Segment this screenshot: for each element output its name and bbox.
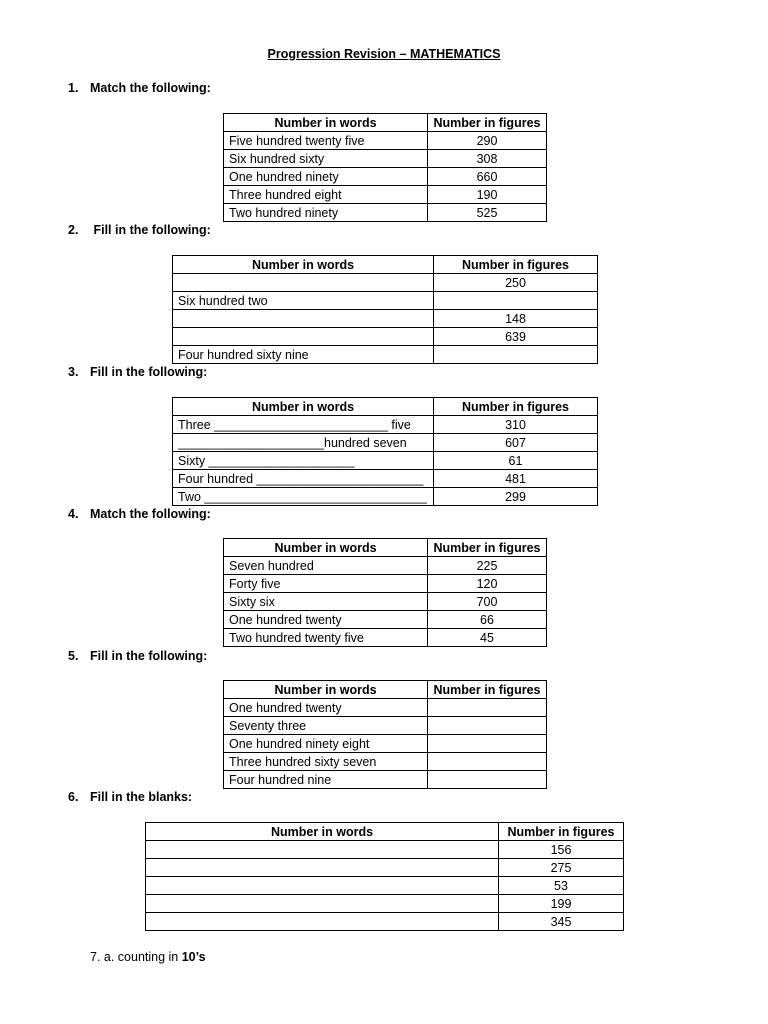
words-cell: Sixty _____________________ <box>173 452 434 470</box>
column-header: Number in words <box>224 539 428 557</box>
figures-cell: 660 <box>428 168 547 186</box>
figures-cell: 481 <box>434 470 598 488</box>
words-cell: Three hundred sixty seven <box>224 753 428 771</box>
words-cell <box>146 841 499 859</box>
page-title: Progression Revision – MATHEMATICS <box>267 47 501 61</box>
table-header-row <box>146 823 624 841</box>
words-cell: Four hundred ________________________ <box>173 470 434 488</box>
figures-cell <box>434 346 598 364</box>
table-row <box>224 575 547 593</box>
table-header-row <box>224 114 547 132</box>
section-6-table <box>145 822 624 931</box>
table-header-row <box>173 398 598 416</box>
table-row <box>173 452 598 470</box>
words-cell: Seventy three <box>224 717 428 735</box>
words-cell <box>173 328 434 346</box>
section-title: Fill in the following: <box>90 649 208 663</box>
section-title: Fill in the following: <box>90 223 211 237</box>
table-row <box>146 859 624 877</box>
section-2-table <box>172 255 598 364</box>
table-row <box>173 488 598 506</box>
table-row <box>146 841 624 859</box>
column-header: Number in words <box>224 114 428 132</box>
figures-cell: 120 <box>428 575 547 593</box>
words-cell: Forty five <box>224 575 428 593</box>
section-3-table <box>172 397 598 506</box>
words-cell <box>146 859 499 877</box>
figures-cell: 190 <box>428 186 547 204</box>
section-title: Match the following: <box>90 507 211 521</box>
section-number: 1. <box>68 81 79 95</box>
table-header-row <box>224 539 547 557</box>
figures-cell: 225 <box>428 557 547 575</box>
words-cell: Four hundred sixty nine <box>173 346 434 364</box>
figures-cell: 45 <box>428 629 547 647</box>
table-row <box>173 434 598 452</box>
words-cell: One hundred twenty <box>224 699 428 717</box>
section-1-heading <box>68 81 211 95</box>
figures-cell <box>434 292 598 310</box>
section-title: Match the following: <box>90 81 211 95</box>
section-4-table <box>223 538 547 647</box>
figures-cell: 345 <box>499 913 624 931</box>
words-cell <box>173 310 434 328</box>
figures-cell: 299 <box>434 488 598 506</box>
table-row <box>224 204 547 222</box>
section-4-heading <box>68 507 211 521</box>
figures-cell <box>428 753 547 771</box>
section-number: 4. <box>68 507 79 521</box>
words-cell: Three hundred eight <box>224 186 428 204</box>
column-header: Number in words <box>146 823 499 841</box>
words-cell: Two hundred twenty five <box>224 629 428 647</box>
section-7-line <box>90 950 206 964</box>
figures-cell: 66 <box>428 611 547 629</box>
figures-cell: 310 <box>434 416 598 434</box>
column-header: Number in words <box>224 681 428 699</box>
figures-cell: 607 <box>434 434 598 452</box>
table-header-row <box>224 681 547 699</box>
table-row <box>224 168 547 186</box>
section-7-prefix: 7. a. counting in <box>90 950 182 964</box>
table-row <box>146 895 624 913</box>
column-header: Number in figures <box>428 681 547 699</box>
figures-cell: 639 <box>434 328 598 346</box>
section-5-heading <box>68 649 207 663</box>
section-number: 2. <box>68 223 79 237</box>
words-cell: One hundred ninety <box>224 168 428 186</box>
figures-cell <box>428 771 547 789</box>
section-number: 6. <box>68 790 79 804</box>
figures-cell <box>428 735 547 753</box>
words-cell: Sixty six <box>224 593 428 611</box>
section-5-table <box>223 680 547 789</box>
words-cell: One hundred ninety eight <box>224 735 428 753</box>
column-header: Number in figures <box>434 256 598 274</box>
table-row <box>173 310 598 328</box>
column-header: Number in figures <box>428 114 547 132</box>
table-row <box>173 346 598 364</box>
words-cell <box>146 895 499 913</box>
table-row <box>224 735 547 753</box>
words-cell: Two hundred ninety <box>224 204 428 222</box>
words-cell: One hundred twenty <box>224 611 428 629</box>
table-row <box>224 186 547 204</box>
words-cell: Seven hundred <box>224 557 428 575</box>
figures-cell: 308 <box>428 150 547 168</box>
section-6-heading <box>68 790 192 804</box>
table-row <box>173 292 598 310</box>
figures-cell: 61 <box>434 452 598 470</box>
table-row <box>146 877 624 895</box>
column-header: Number in figures <box>428 539 547 557</box>
words-cell <box>146 877 499 895</box>
words-cell <box>173 274 434 292</box>
figures-cell: 53 <box>499 877 624 895</box>
words-cell <box>146 913 499 931</box>
table-row <box>224 593 547 611</box>
section-1-table <box>223 113 547 222</box>
section-number: 5. <box>68 649 79 663</box>
table-row <box>224 557 547 575</box>
figures-cell: 290 <box>428 132 547 150</box>
table-row <box>224 753 547 771</box>
table-row <box>224 132 547 150</box>
table-row <box>173 328 598 346</box>
table-row <box>173 274 598 292</box>
figures-cell: 156 <box>499 841 624 859</box>
table-row <box>224 629 547 647</box>
table-header-row <box>173 256 598 274</box>
column-header: Number in figures <box>434 398 598 416</box>
table-row <box>224 150 547 168</box>
column-header: Number in words <box>173 398 434 416</box>
table-row <box>224 699 547 717</box>
section-3-heading <box>68 365 207 379</box>
figures-cell <box>428 717 547 735</box>
figures-cell: 525 <box>428 204 547 222</box>
table-row <box>173 416 598 434</box>
figures-cell: 700 <box>428 593 547 611</box>
column-header: Number in figures <box>499 823 624 841</box>
column-header: Number in words <box>173 256 434 274</box>
figures-cell: 148 <box>434 310 598 328</box>
section-number: 3. <box>68 365 79 379</box>
words-cell: Three _________________________ five <box>173 416 434 434</box>
words-cell: Five hundred twenty five <box>224 132 428 150</box>
table-row <box>146 913 624 931</box>
figures-cell: 199 <box>499 895 624 913</box>
table-row <box>224 717 547 735</box>
section-title: Fill in the following: <box>90 365 208 379</box>
section-title: Fill in the blanks: <box>90 790 193 804</box>
table-row <box>224 771 547 789</box>
figures-cell: 275 <box>499 859 624 877</box>
figures-cell <box>428 699 547 717</box>
words-cell: Six hundred sixty <box>224 150 428 168</box>
table-row <box>224 611 547 629</box>
figures-cell: 250 <box>434 274 598 292</box>
words-cell: Six hundred two <box>173 292 434 310</box>
section-7-emphasis: 10’s <box>181 950 206 964</box>
words-cell: Four hundred nine <box>224 771 428 789</box>
words-cell: Two ________________________________ <box>173 488 434 506</box>
table-row <box>173 470 598 488</box>
words-cell: _____________________hundred seven <box>173 434 434 452</box>
section-2-heading <box>68 223 211 237</box>
